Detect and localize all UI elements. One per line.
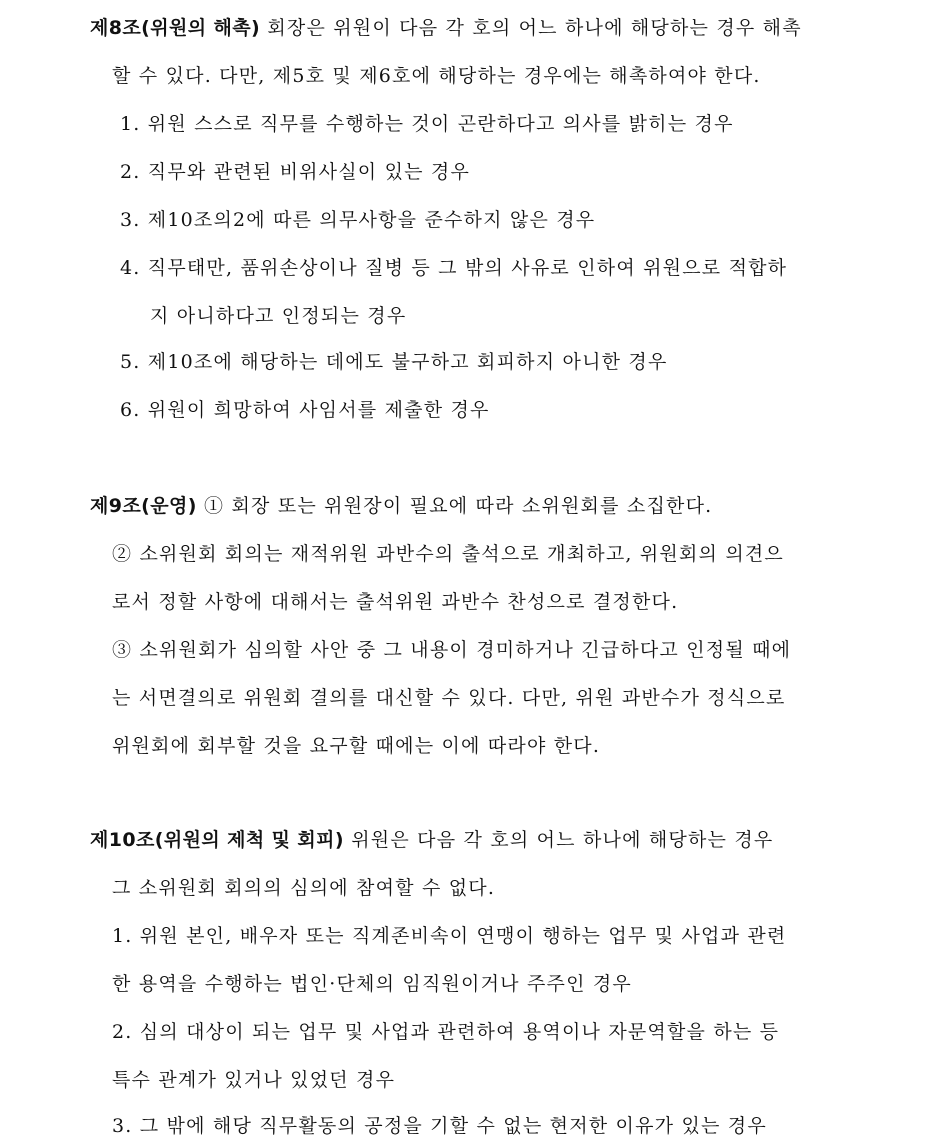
article10-title: 제10조(위원의 제척 및 회피) <box>90 829 344 851</box>
article8-item-4-cont: 지 아니하다고 인정되는 경우 <box>150 305 407 327</box>
article8-item-6: 6. 위원이 희망하여 사임서를 제출한 경우 <box>120 399 490 421</box>
article8-item-5: 5. 제10조에 해당하는 데에도 불구하고 회피하지 아니한 경우 <box>120 351 668 373</box>
article9-para3-line2: 는 서면결의로 위원회 결의를 대신할 수 있다. 다만, 위원 과반수가 정식으로 <box>112 687 786 709</box>
article8-item-2: 2. 직무와 관련된 비위사실이 있는 경우 <box>120 161 471 183</box>
article8-intro-line2: 할 수 있다. 다만, 제5호 및 제6호에 해당하는 경우에는 해촉하여야 한다. <box>112 65 761 87</box>
article10-intro-line2: 그 소위원회 회의의 심의에 참여할 수 없다. <box>112 877 496 899</box>
article8-title: 제8조(위원의 해촉) <box>90 17 261 39</box>
article9-title: 제9조(운영) <box>90 495 197 517</box>
article9-para2-line1: ② 소위원회 회의는 재적위원 과반수의 출석으로 개최하고, 위원회의 의견으 <box>112 543 784 565</box>
article10-item-1-cont: 한 용역을 수행하는 법인·단체의 임직원이거나 주주인 경우 <box>112 973 632 995</box>
article10-heading-line <box>90 828 773 852</box>
article9-para1: ① 회장 또는 위원장이 필요에 따라 소위원회를 소집한다. <box>196 495 713 517</box>
article10-item-2-cont: 특수 관계가 있거나 있었던 경우 <box>112 1069 396 1091</box>
article10-intro-line1: 위원은 다음 각 호의 어느 하나에 해당하는 경우 <box>344 829 774 851</box>
article8-item-3: 3. 제10조의2에 따른 의무사항을 준수하지 않은 경우 <box>120 209 596 231</box>
article9-heading-line <box>90 494 712 518</box>
article9-para3-line3: 위원회에 회부할 것을 요구할 때에는 이에 따라야 한다. <box>112 735 601 757</box>
article8-item-1: 1. 위원 스스로 직무를 수행하는 것이 곤란하다고 의사를 밝히는 경우 <box>120 113 734 135</box>
article8-intro-line1: 회장은 위원이 다음 각 호의 어느 하나에 해당하는 경우 해촉 <box>260 17 802 39</box>
article9-para2-line2: 로서 정할 사항에 대해서는 출석위원 과반수 찬성으로 결정한다. <box>112 591 679 613</box>
article10-item-3: 3. 그 밖에 해당 직무활동의 공정을 기할 수 없는 현저한 이유가 있는 경우 <box>112 1115 767 1137</box>
article10-item-1: 1. 위원 본인, 배우자 또는 직계존비속이 연맹이 행하는 업무 및 사업과 관련 <box>112 925 787 947</box>
article9-para3-line1: ③ 소위원회가 심의할 사안 중 그 내용이 경미하거나 긴급하다고 인정될 때에 <box>112 639 792 661</box>
article8-heading-line <box>90 16 802 40</box>
article8-item-4: 4. 직무태만, 품위손상이나 질병 등 그 밖의 사유로 인하여 위원으로 적합하 <box>120 257 788 279</box>
article10-item-2: 2. 심의 대상이 되는 업무 및 사업과 관련하여 용역이나 자문역할을 하는 등 <box>112 1021 780 1043</box>
